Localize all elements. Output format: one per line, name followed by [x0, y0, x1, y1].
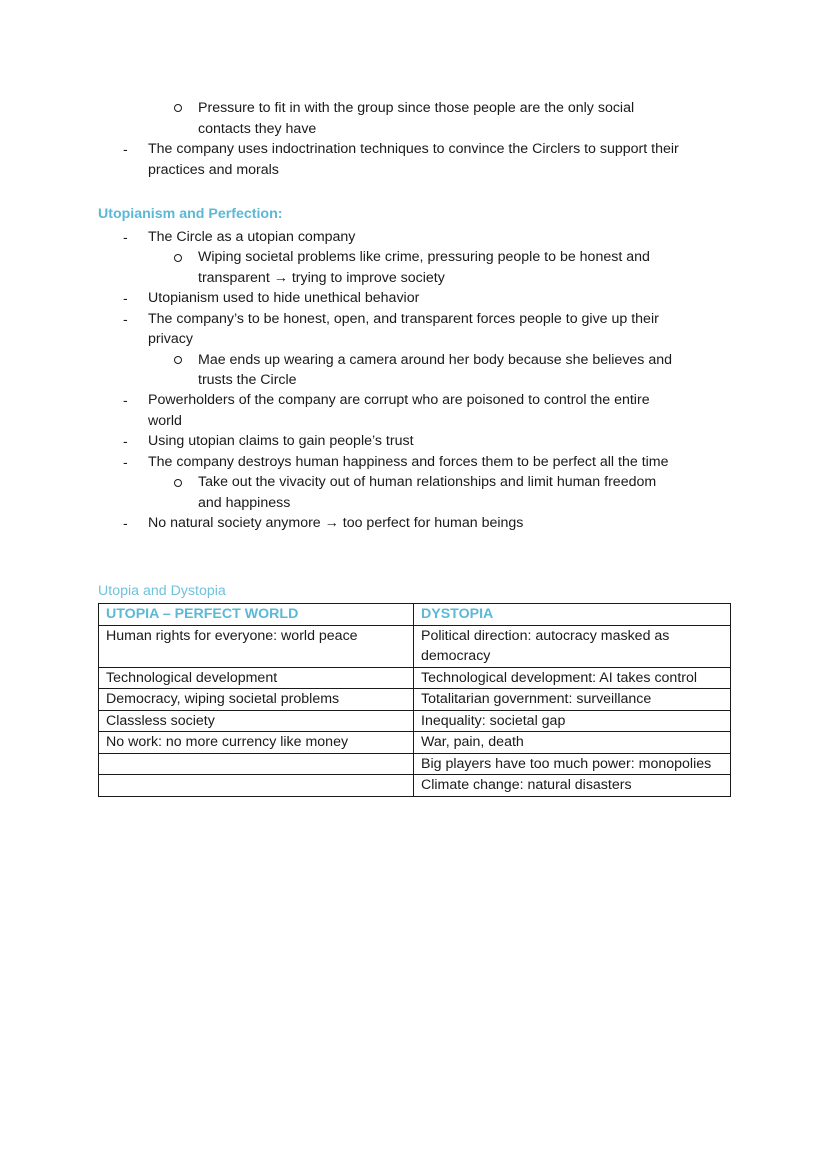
list-item: The company destroys human happiness and forces them to be perfect all the time [148, 454, 669, 470]
table-header-cell: UTOPIA – PERFECT WORLD [99, 604, 414, 626]
list-subitem: Take out the vivacity out of human relationships and limit human freedom [198, 474, 657, 490]
list-subitem: Pressure to fit in with the group since those people are the only social [198, 100, 635, 116]
table-cell: Technological development: AI takes control [414, 667, 731, 689]
circle-bullet-icon [174, 104, 182, 112]
list-item: The Circle as a utopian company [148, 229, 356, 245]
dash-bullet: - [123, 392, 128, 408]
list-subitem-continued: contacts they have [198, 121, 317, 137]
table-cell [99, 775, 414, 797]
list-item: Utopianism used to hide unethical behavior [148, 290, 420, 306]
list-item: Powerholders of the company are corrupt who are poisoned to control the entire [148, 392, 650, 408]
table-cell: Climate change: natural disasters [414, 775, 731, 797]
table-cell: Inequality: societal gap [414, 710, 731, 732]
dash-bullet: - [123, 290, 128, 306]
dash-bullet: - [123, 141, 128, 157]
dash-bullet: - [123, 433, 128, 449]
table-cell: Big players have too much power: monopolies [414, 753, 731, 775]
table-row [99, 732, 731, 754]
table-cell: Human rights for everyone: world peace [99, 625, 414, 667]
table-row [99, 625, 731, 667]
table-row [99, 753, 731, 775]
list-subitem-continued: transparent → trying to improve society [198, 270, 445, 286]
list-item: The company’s to be honest, open, and transparent forces people to give up their [148, 311, 659, 327]
list-subitem-continued: and happiness [198, 495, 291, 511]
dash-bullet: - [123, 515, 128, 531]
circle-bullet-icon [174, 356, 182, 364]
list-item-continued: practices and morals [148, 162, 279, 178]
list-subitem: Wiping societal problems like crime, pressuring people to be honest and [198, 249, 650, 265]
list-item: Using utopian claims to gain people’s trust [148, 433, 414, 449]
list-item: The company uses indoctrination techniques to convince the Circlers to support their [148, 141, 679, 157]
table-cell: Political direction: autocracy masked as democracy [414, 625, 731, 667]
table-cell: Classless society [99, 710, 414, 732]
dash-bullet: - [123, 229, 128, 245]
comparison-table [98, 603, 731, 797]
dash-bullet: - [123, 454, 128, 470]
circle-bullet-icon [174, 254, 182, 262]
table-cell [99, 753, 414, 775]
table-header-cell: DYSTOPIA [414, 604, 731, 626]
table-row [99, 775, 731, 797]
section-heading: Utopianism and Perfection: [98, 206, 283, 222]
table-header-row [99, 604, 731, 626]
table-cell: Democracy, wiping societal problems [99, 689, 414, 711]
table-cell: Totalitarian government: surveillance [414, 689, 731, 711]
list-item: No natural society anymore → too perfect for human beings [148, 515, 524, 531]
list-item-continued: world [148, 413, 182, 429]
table-cell: No work: no more currency like money [99, 732, 414, 754]
table-row [99, 667, 731, 689]
table-row [99, 689, 731, 711]
list-subitem: Mae ends up wearing a camera around her body because she believes and [198, 352, 673, 368]
list-item-continued: privacy [148, 331, 193, 347]
dash-bullet: - [123, 311, 128, 327]
table-title: Utopia and Dystopia [98, 583, 226, 599]
circle-bullet-icon [174, 479, 182, 487]
table-row [99, 710, 731, 732]
list-subitem-continued: trusts the Circle [198, 372, 297, 388]
table-cell: War, pain, death [414, 732, 731, 754]
table-cell: Technological development [99, 667, 414, 689]
